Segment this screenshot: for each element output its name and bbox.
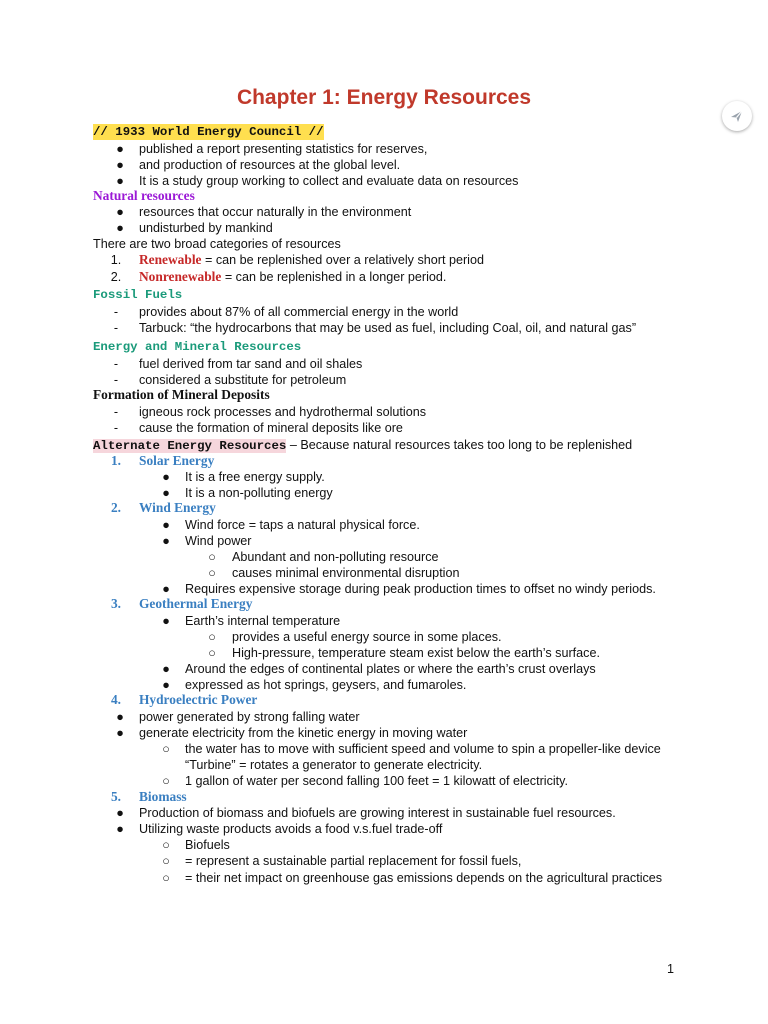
line-text: power generated by strong falling water	[139, 710, 360, 724]
list-marker: ○	[162, 854, 170, 868]
list-item	[93, 236, 341, 252]
list-marker: 1.	[110, 253, 122, 267]
section-heading	[93, 124, 324, 140]
list-marker: ●	[162, 534, 170, 548]
line-text: Requires expensive storage during peak production times to offset no windy periods.	[185, 582, 656, 596]
list-item	[185, 773, 568, 789]
line-text: = their net impact on greenhouse gas emissions depends on the agricultural practices	[185, 871, 663, 885]
list-item	[185, 533, 252, 549]
section-heading	[93, 188, 195, 204]
line-text: Abundant and non-polluting resource	[232, 550, 439, 564]
line-text: “Turbine” = rotates a generator to generate electricity.	[185, 758, 483, 772]
line-text: Hydroelectric Power	[139, 692, 258, 707]
section-heading	[139, 500, 216, 516]
section-heading	[93, 387, 270, 403]
line-text: resources that occur naturally in the environment	[139, 205, 412, 219]
line-text: Solar Energy	[139, 453, 215, 468]
line-text: Wind Energy	[139, 500, 216, 515]
list-item	[93, 437, 632, 454]
list-marker: ●	[116, 174, 124, 188]
line-text: = can be replenished over a relatively short period	[201, 253, 484, 267]
list-marker: ●	[116, 726, 124, 740]
page-title: Chapter 1: Energy Resources	[236, 86, 532, 109]
list-item	[139, 420, 403, 436]
line-text: // 1933 World Energy Council //	[93, 125, 324, 139]
line-text: It is a non-polluting energy	[185, 486, 333, 500]
list-marker: ○	[208, 550, 216, 564]
section-heading	[139, 692, 257, 708]
list-marker: ●	[116, 221, 124, 235]
list-marker: 2.	[110, 500, 122, 515]
list-item	[139, 709, 360, 725]
line-text: Wind force = taps a natural physical force.	[185, 518, 420, 532]
list-item	[185, 757, 482, 773]
list-marker: ●	[116, 142, 124, 156]
list-item	[185, 837, 230, 853]
list-item	[139, 173, 518, 189]
list-marker: ●	[162, 582, 170, 596]
line-text: undisturbed by mankind	[139, 221, 273, 235]
list-item	[185, 677, 466, 693]
list-marker: 2.	[110, 270, 122, 284]
page-number: 1	[667, 962, 675, 976]
list-item	[185, 661, 596, 677]
list-item	[139, 304, 458, 320]
list-marker: ●	[116, 710, 124, 724]
line-text: provides a useful energy source in some places.	[232, 630, 502, 644]
line-text: High-pressure, temperature steam exist below the earth’s surface.	[232, 646, 600, 660]
list-marker: 3.	[110, 596, 122, 611]
line-text: causes minimal environmental disruption	[232, 566, 460, 580]
line-text: generate electricity from the kinetic energy in moving water	[139, 726, 468, 740]
list-item	[139, 269, 446, 285]
list-marker: ●	[116, 822, 124, 836]
list-marker: -	[113, 305, 119, 319]
list-item	[139, 157, 400, 173]
line-text: provides about 87% of all commercial energy in the world	[139, 305, 459, 319]
list-marker: ●	[162, 614, 170, 628]
list-marker: ●	[162, 678, 170, 692]
list-item	[232, 645, 600, 661]
list-marker: 5.	[110, 789, 122, 804]
line-text: published a report presenting statistics for reserves,	[139, 142, 428, 156]
list-item	[139, 805, 616, 821]
line-text: Wind power	[185, 534, 252, 548]
lead-term: Renewable	[139, 252, 202, 267]
list-item	[232, 565, 460, 581]
list-marker: ○	[162, 838, 170, 852]
list-item	[139, 220, 273, 236]
line-text: fuel derived from tar sand and oil shales	[139, 357, 363, 371]
line-text: It is a free energy supply.	[185, 470, 325, 484]
list-marker: ○	[162, 774, 170, 788]
list-item	[185, 853, 521, 869]
list-marker: ●	[162, 662, 170, 676]
list-marker: ●	[116, 806, 124, 820]
list-item	[185, 581, 656, 597]
line-text: Biomass	[139, 789, 187, 804]
line-text: igneous rock processes and hydrothermal solutions	[139, 405, 427, 419]
list-marker: 4.	[110, 692, 122, 707]
line-text: Geothermal Energy	[139, 596, 253, 611]
list-item	[232, 549, 439, 565]
list-marker: 1.	[110, 453, 122, 468]
list-item	[139, 725, 467, 741]
list-item	[139, 821, 442, 837]
list-item	[185, 517, 420, 533]
list-item	[232, 629, 502, 645]
list-item	[139, 372, 346, 388]
line-text: Around the edges of continental plates or where the earth’s crust overlays	[185, 662, 596, 676]
line-text: – Because natural resources takes too long to be replenished	[286, 438, 633, 452]
line-text: Production of biomass and biofuels are growing interest in sustainable fuel resources.	[139, 806, 616, 820]
list-item	[139, 320, 636, 336]
section-heading	[93, 287, 182, 303]
list-marker: -	[113, 373, 119, 387]
line-text: Formation of Mineral Deposits	[93, 387, 270, 402]
list-marker: ○	[162, 871, 170, 885]
lead-term: Alternate Energy Resources	[93, 439, 287, 453]
line-text: Natural resources	[93, 188, 195, 203]
list-item	[139, 356, 362, 372]
list-marker: ●	[116, 158, 124, 172]
list-marker: -	[113, 405, 119, 419]
list-item	[139, 204, 411, 220]
line-text: It is a study group working to collect and evaluate data on resources	[139, 174, 519, 188]
line-text: Tarbuck: “the hydrocarbons that may be used as fuel, including Coal, oil, and natural gas”	[139, 321, 637, 335]
list-marker: -	[113, 321, 119, 335]
list-marker: ○	[208, 630, 216, 644]
lead-term: Nonrenewable	[139, 269, 222, 284]
line-text: = represent a sustainable partial replacement for fossil fuels,	[185, 854, 522, 868]
list-marker: ●	[162, 470, 170, 484]
line-text: cause the formation of mineral deposits like ore	[139, 421, 403, 435]
line-text: Earth’s internal temperature	[185, 614, 341, 628]
line-text: the water has to move with sufficient speed and volume to spin a propeller-like device	[185, 742, 661, 756]
list-marker: ○	[162, 742, 170, 756]
line-text: Fossil Fuels	[93, 288, 183, 302]
line-text: There are two broad categories of resources	[93, 237, 341, 251]
line-text: Biofuels	[185, 838, 230, 852]
list-item	[185, 870, 662, 886]
line-text: Utilizing waste products avoids a food v.s.fuel trade-off	[139, 822, 443, 836]
share-icon	[729, 108, 745, 124]
list-marker: ○	[208, 646, 216, 660]
list-item	[139, 141, 427, 157]
list-marker: -	[113, 357, 119, 371]
list-marker: ●	[162, 518, 170, 532]
section-heading	[93, 339, 301, 355]
line-text: expressed as hot springs, geysers, and fumaroles.	[185, 678, 467, 692]
list-marker: ●	[162, 486, 170, 500]
list-marker: -	[113, 421, 119, 435]
list-item	[139, 252, 484, 268]
section-heading	[139, 789, 187, 805]
list-marker: ○	[208, 566, 216, 580]
line-text: and production of resources at the global level.	[139, 158, 401, 172]
line-text: considered a substitute for petroleum	[139, 373, 347, 387]
list-item	[185, 469, 325, 485]
section-heading	[139, 453, 214, 469]
section-heading	[139, 596, 252, 612]
list-item	[139, 404, 426, 420]
line-text: Energy and Mineral Resources	[93, 340, 302, 354]
line-text: = can be replenished in a longer period.	[221, 270, 447, 284]
list-item	[185, 741, 661, 757]
line-text: 1 gallon of water per second falling 100 feet = 1 kilowatt of electricity.	[185, 774, 569, 788]
list-item	[185, 485, 333, 501]
list-item	[185, 613, 340, 629]
list-marker: ●	[116, 205, 124, 219]
share-button[interactable]	[722, 101, 752, 131]
